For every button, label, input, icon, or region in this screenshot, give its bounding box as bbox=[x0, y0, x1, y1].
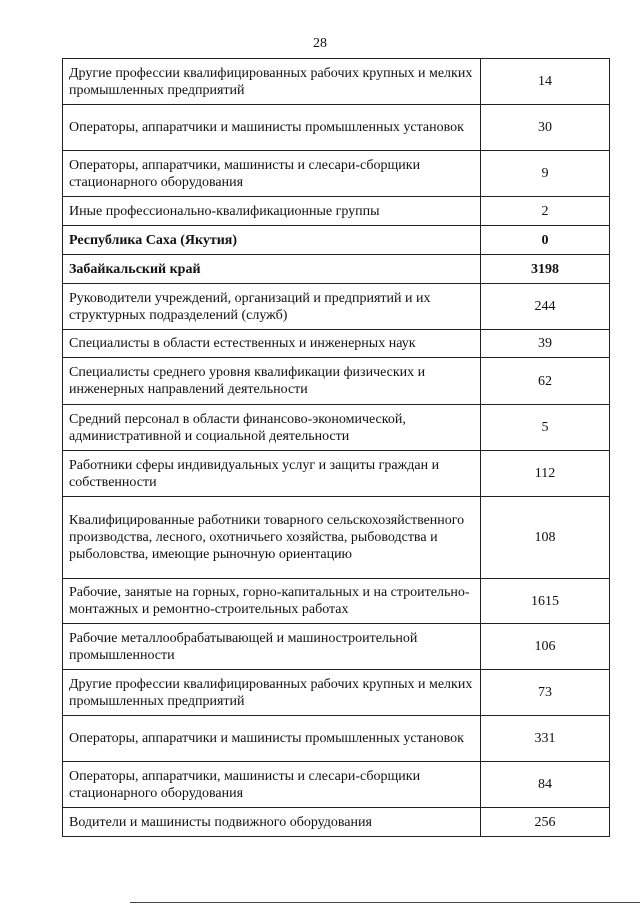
table-row bbox=[63, 330, 610, 358]
table-row bbox=[63, 59, 610, 105]
row-value: 73 bbox=[481, 670, 610, 716]
table-row bbox=[63, 405, 610, 451]
row-label: Республика Саха (Якутия) bbox=[63, 226, 481, 255]
table-row bbox=[63, 255, 610, 284]
row-value: 106 bbox=[481, 624, 610, 670]
table-row bbox=[63, 197, 610, 226]
table-row bbox=[63, 670, 610, 716]
row-label: Квалифицированные работники товарного сельскохозяйственного производства, лесного, охотничьего хозяйства, рыбоводства и рыболовства, имеющие рыночную ориентацию bbox=[63, 497, 481, 579]
row-label: Работники сферы индивидуальных услуг и защиты граждан и собственности bbox=[63, 451, 481, 497]
row-value: 62 bbox=[481, 358, 610, 405]
row-label: Другие профессии квалифицированных рабочих крупных и мелких промышленных предприятий bbox=[63, 59, 481, 105]
row-value: 5 bbox=[481, 405, 610, 451]
row-value: 9 bbox=[481, 151, 610, 197]
row-label: Операторы, аппаратчики, машинисты и слесари-сборщики стационарного оборудования bbox=[63, 762, 481, 808]
row-label: Операторы, аппаратчики, машинисты и слесари-сборщики стационарного оборудования bbox=[63, 151, 481, 197]
table-row bbox=[63, 579, 610, 624]
row-value: 108 bbox=[481, 497, 610, 579]
row-value: 0 bbox=[481, 226, 610, 255]
row-value: 84 bbox=[481, 762, 610, 808]
row-label: Рабочие металлообрабатывающей и машиностроительной промышленности bbox=[63, 624, 481, 670]
row-value: 331 bbox=[481, 716, 610, 762]
table-row bbox=[63, 226, 610, 255]
row-value: 3198 bbox=[481, 255, 610, 284]
row-value: 14 bbox=[481, 59, 610, 105]
row-label: Рабочие, занятые на горных, горно-капитальных и на строительно-монтажных и ремонтно-строительных работах bbox=[63, 579, 481, 624]
row-label: Специалисты среднего уровня квалификации физических и инженерных направлений деятельности bbox=[63, 358, 481, 405]
page-number: 28 bbox=[313, 36, 327, 51]
bottom-rule bbox=[130, 902, 640, 903]
table-row bbox=[63, 358, 610, 405]
occupation-table bbox=[62, 58, 610, 837]
row-label: Другие профессии квалифицированных рабочих крупных и мелких промышленных предприятий bbox=[63, 670, 481, 716]
row-value: 244 bbox=[481, 284, 610, 330]
table-row bbox=[63, 497, 610, 579]
table-row bbox=[63, 105, 610, 151]
table-row bbox=[63, 151, 610, 197]
row-value: 30 bbox=[481, 105, 610, 151]
table-row bbox=[63, 624, 610, 670]
row-label: Забайкальский край bbox=[63, 255, 481, 284]
row-value: 2 bbox=[481, 197, 610, 226]
table-row bbox=[63, 284, 610, 330]
table-row bbox=[63, 762, 610, 808]
row-label: Операторы, аппаратчики и машинисты промышленных установок bbox=[63, 105, 481, 151]
table-row bbox=[63, 716, 610, 762]
row-value: 1615 bbox=[481, 579, 610, 624]
table-row bbox=[63, 808, 610, 837]
row-label: Специалисты в области естественных и инженерных наук bbox=[63, 330, 481, 358]
row-label: Иные профессионально-квалификационные группы bbox=[63, 197, 481, 226]
row-label: Руководители учреждений, организаций и предприятий и их структурных подразделений (служб) bbox=[63, 284, 481, 330]
row-label: Водители и машинисты подвижного оборудования bbox=[63, 808, 481, 837]
table-body bbox=[63, 59, 610, 837]
row-value: 39 bbox=[481, 330, 610, 358]
row-label: Операторы, аппаратчики и машинисты промышленных установок bbox=[63, 716, 481, 762]
row-value: 112 bbox=[481, 451, 610, 497]
row-label: Средний персонал в области финансово-экономической, административной и социальной деятельности bbox=[63, 405, 481, 451]
row-value: 256 bbox=[481, 808, 610, 837]
table-row bbox=[63, 451, 610, 497]
